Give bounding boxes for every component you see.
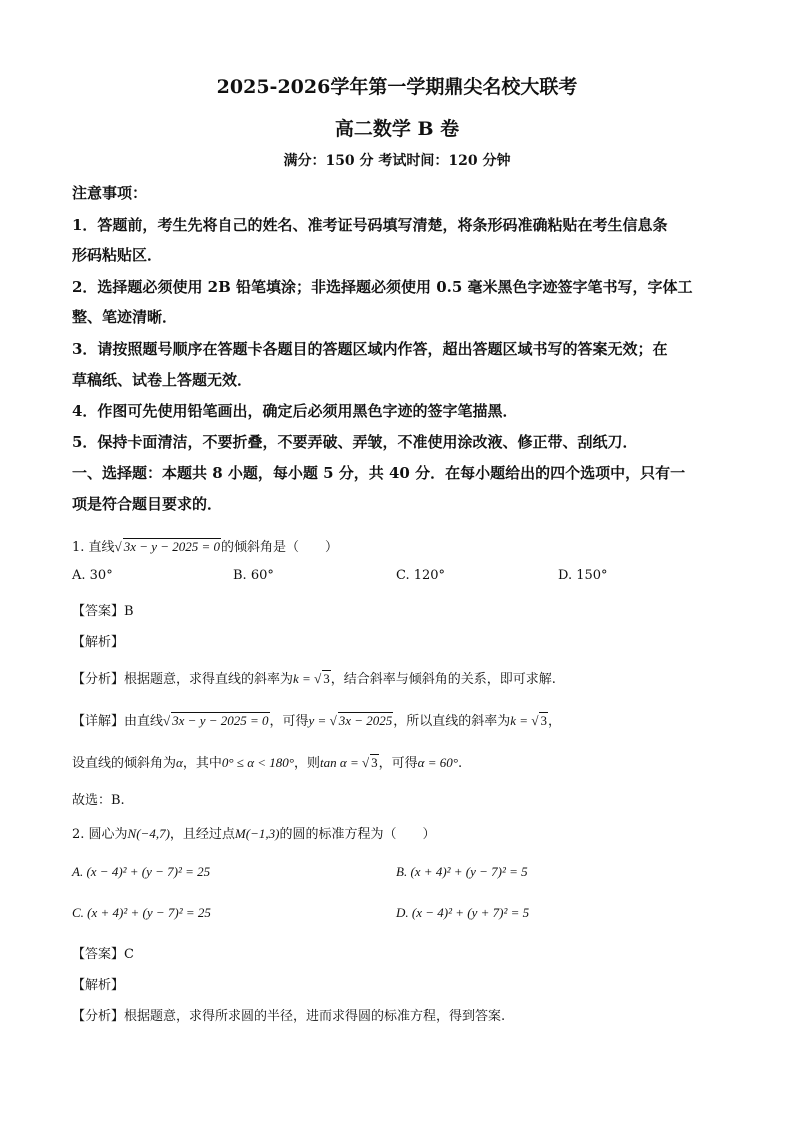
section-heading: 项是符合题目要求的．	[72, 495, 223, 513]
q2-option-c: C. (x + 4)² + (y − 7)² = 25	[72, 905, 211, 920]
q1-fenxi: 【分析】根据题意，求得直线的斜率为k = √ 3，结合斜率与倾斜角的关系，即可求解.	[72, 671, 556, 687]
q1-equation: 3x − y − 2025 = 0	[123, 539, 221, 554]
q1-option-b: B. 60°	[233, 568, 274, 583]
exam-meta: 满分：150 分 考试时间：120 分钟	[283, 153, 511, 169]
q1-xiangjie: 【详解】由直线√ 3x − y − 2025 = 0，可得y = √ 3x − 2025，所以直线的斜率为k = √ 3，	[72, 713, 561, 729]
question-2: 2. 圆心为N(−4,7)，且经过点M(−1,3)的圆的标准方程为（ ）	[72, 826, 436, 842]
section-heading: 一、选择题：本题共 8 小题，每小题 5 分，共 40 分．在每小题给出的四个选项中，只有一	[72, 464, 686, 482]
notice-item: 1．答题前，考生先将自己的姓名、准考证号码填写清楚，将条形码准确粘贴在考生信息条	[72, 216, 668, 234]
notice-item: 3．请按照题号顺序在答题卡各题目的答题区域内作答，超出答题区域书写的答案无效；在	[72, 340, 668, 358]
notice-item: 整、笔迹清晰．	[72, 308, 178, 326]
q2-answer: 【答案】C	[72, 947, 134, 962]
q1-answer: 【答案】B	[72, 604, 134, 619]
q2-analysis-label: 【解析】	[72, 978, 125, 993]
q1-analysis-label: 【解析】	[72, 635, 125, 650]
notice-item: 草稿纸、试卷上答题无效．	[72, 371, 253, 389]
q1-option-d: D. 150°	[558, 568, 608, 583]
notice-item: 2．选择题必须使用 2B 铅笔填涂；非选择题必须使用 0.5 毫米黑色字迹签字笔书写，字体工	[72, 278, 693, 296]
q2-option-b: B. (x + 4)² + (y − 7)² = 5	[396, 864, 528, 879]
notice-heading: 注意事项：	[72, 184, 148, 202]
exam-title: 2025-2026学年第一学期鼎尖名校大联考	[216, 76, 578, 98]
question-1: 1. 直线√ 3x − y − 2025 = 0的倾斜角是（ ）	[72, 539, 339, 555]
q1-xiangjie-line2: 设直线的倾斜角为α，其中0° ≤ α < 180°，则tan α = √ 3，可得α = 60°.	[72, 755, 463, 771]
q2-option-a: A. (x − 4)² + (y − 7)² = 25	[72, 864, 211, 879]
q2-fenxi: 【分析】根据题意，求得所求圆的半径，进而求得圆的标准方程，得到答案.	[72, 1009, 506, 1024]
q2-option-d: D. (x − 4)² + (y + 7)² = 5	[396, 905, 530, 920]
q1-option-c: C. 120°	[396, 568, 446, 583]
notice-item: 形码粘贴区．	[72, 246, 163, 264]
notice-item: 5．保持卡面清洁，不要折叠，不要弄破、弄皱，不准使用涂改液、修正带、刮纸刀．	[72, 433, 638, 451]
exam-subtitle: 高二数学 B 卷	[334, 118, 460, 140]
q1-option-a: A. 30°	[72, 568, 113, 583]
q1-choice: 故选：B.	[72, 793, 125, 808]
notice-item: 4．作图可先使用铅笔画出，确定后必须用黑色字迹的签字笔描黑．	[72, 402, 518, 420]
